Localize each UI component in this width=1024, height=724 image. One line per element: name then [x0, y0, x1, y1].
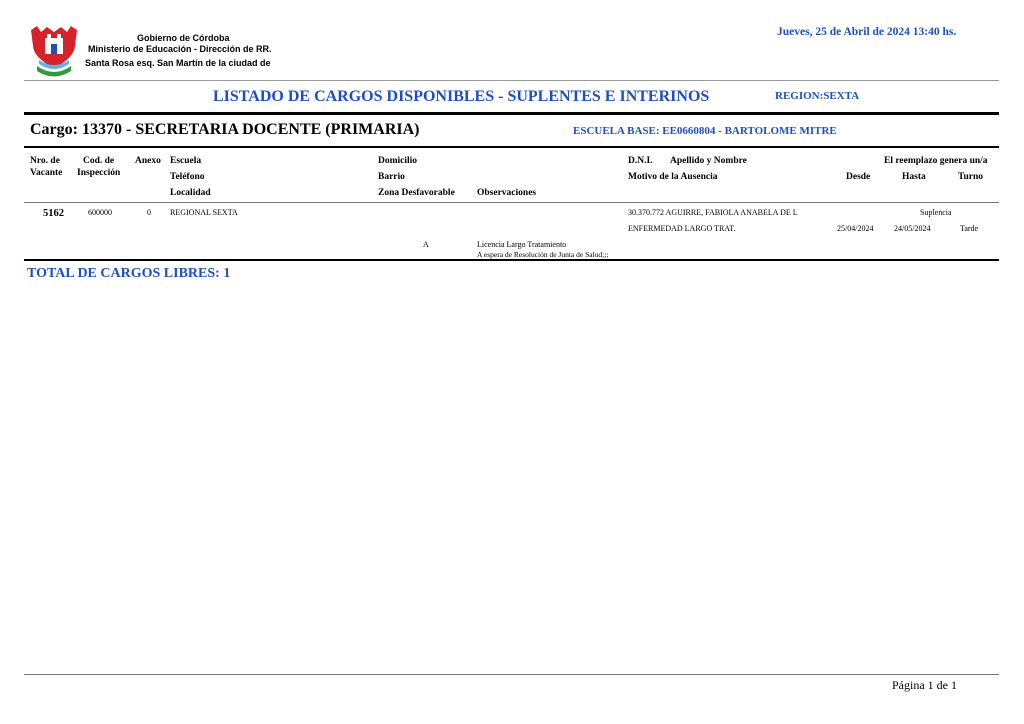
col-anexo: Anexo — [135, 156, 161, 166]
cargo-rule — [24, 146, 999, 148]
col-hasta: Hasta — [902, 172, 926, 182]
col-motivo-ausencia: Motivo de la Ausencia — [628, 172, 718, 182]
org-name: Gobierno de Córdoba — [137, 33, 230, 43]
row-motivo: ENFERMEDAD LARGO TRAT. — [628, 224, 736, 233]
org-ministry: Ministerio de Educación - Dirección de RR. — [88, 44, 272, 54]
col-escuela: Escuela — [170, 156, 202, 166]
row-obs-line1: Licencia Largo Tratamiento — [477, 240, 567, 249]
footer-rule — [24, 674, 999, 675]
col-dni: D.N.I. — [628, 156, 653, 166]
col-observaciones: Observaciones — [477, 188, 537, 198]
col-domicilio: Domicilio — [378, 156, 418, 166]
row-turno: Tarde — [960, 224, 979, 233]
col-localidad: Localidad — [170, 188, 211, 198]
row-vacante: 5162 — [43, 208, 64, 219]
row-obs-line2: A espera de Resolución de Junta de Salud;;; — [477, 250, 609, 259]
report-title: LISTADO DE CARGOS DISPONIBLES - SUPLENTES E INTERINOS — [213, 88, 710, 105]
row-genera: Suplencia — [920, 208, 952, 217]
col-desde: Desde — [846, 172, 871, 182]
row-anexo: 0 — [147, 208, 151, 217]
title-rule — [24, 112, 999, 115]
cordoba-crest-icon — [27, 24, 81, 80]
page-number: Página 1 de 1 — [892, 678, 957, 692]
total-cargos-libres: TOTAL DE CARGOS LIBRES: 1 — [27, 266, 231, 281]
col-nro-de: Nro. de — [30, 156, 60, 166]
row-inspeccion: 600000 — [88, 208, 112, 217]
header-divider — [24, 80, 999, 81]
col-vacante: Vacante — [30, 168, 63, 178]
report-date: Jueves, 25 de Abril de 2024 13:40 hs. — [777, 26, 957, 38]
col-reemplazo-genera: El reemplazo genera un/a — [884, 156, 988, 166]
col-telefono: Teléfono — [170, 172, 205, 182]
row-escuela: REGIONAL SEXTA — [170, 208, 238, 217]
col-barrio: Barrio — [378, 172, 405, 182]
col-zona-desfavorable: Zona Desfavorable — [378, 188, 455, 198]
region-label: REGION:SEXTA — [775, 90, 860, 102]
org-address: Santa Rosa esq. San Martín de la ciudad de — [85, 58, 271, 68]
col-inspeccion: Inspección — [77, 168, 121, 178]
row-hasta: 24/05/2024 — [894, 224, 931, 233]
table-bottom-rule — [24, 259, 999, 261]
col-apellido-nombre: Apellido y Nombre — [670, 156, 747, 166]
col-turno: Turno — [958, 172, 983, 182]
row-zona: A — [423, 240, 429, 249]
escuela-base: ESCUELA BASE: EE0660804 - BARTOLOME MITRE — [573, 125, 837, 137]
cargo-label: Cargo: 13370 - SECRETARIA DOCENTE (PRIMARIA) — [30, 121, 420, 138]
header-bottom-rule — [24, 202, 999, 203]
row-desde: 25/04/2024 — [837, 224, 874, 233]
row-dni-nombre: 30.370.772 AGUIRRE, FABIOLA ANABELA DE L — [628, 208, 798, 217]
col-cod-de: Cod. de — [83, 156, 115, 166]
